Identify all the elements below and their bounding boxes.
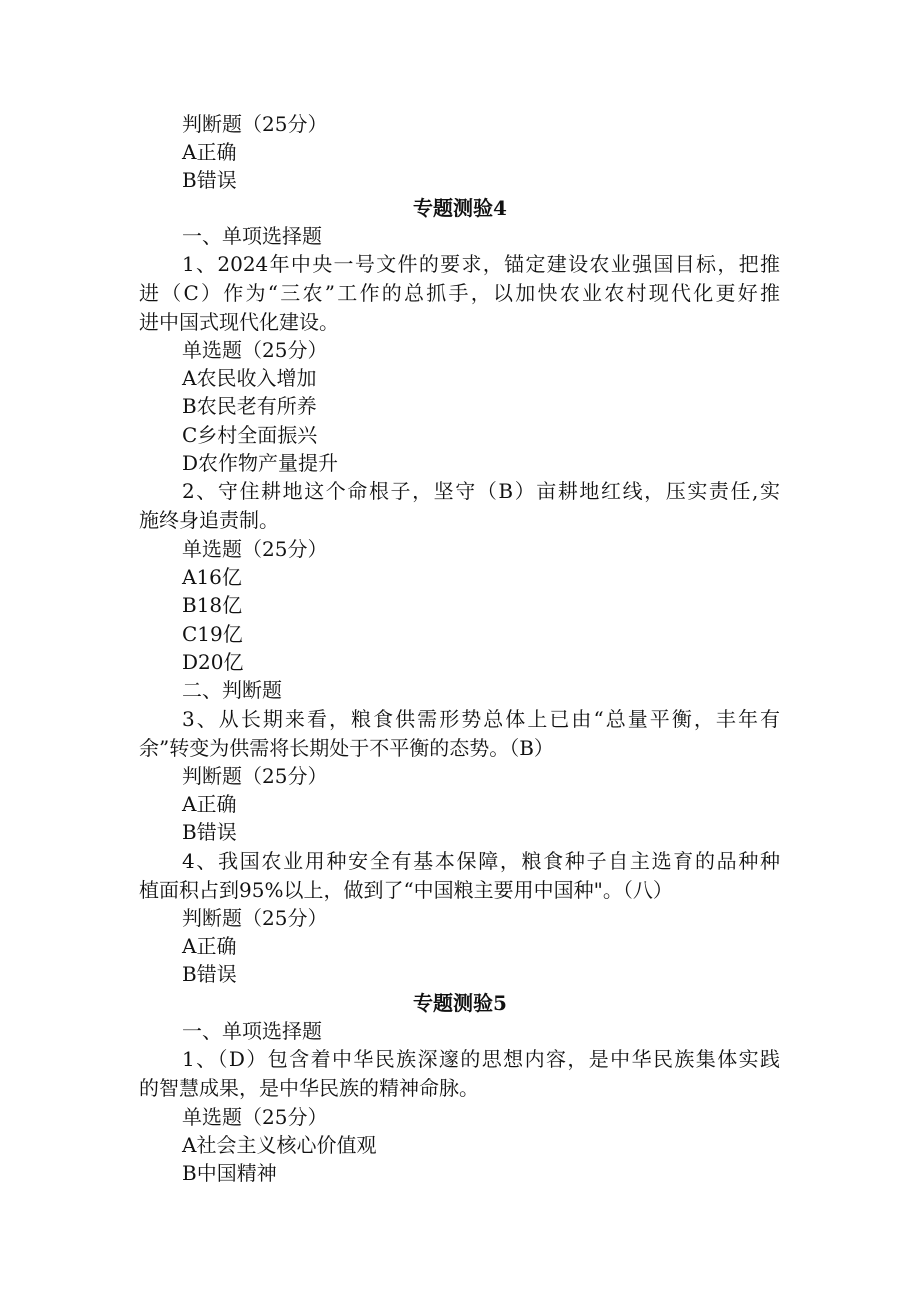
option-a: A正确 <box>182 140 237 164</box>
q1-text-line-2: 进（C）作为“三农”工作的总抓手，以加快农业农村现代化更好推 <box>139 281 780 305</box>
q2-text-line-2: 施终身追责制。 <box>139 508 279 532</box>
q5-1-type-label: 单选题（25分） <box>182 1105 328 1129</box>
q1-type-label: 单选题（25分） <box>182 338 328 362</box>
q5-1-option-a: A社会主义核心价值观 <box>182 1133 377 1157</box>
q3-type-label: 判断题（25分） <box>182 764 328 788</box>
q4-text-line-1: 4、我国农业用种安全有基本保障，粮食种子自主选育的品种种 <box>182 849 780 873</box>
q3-option-a: A正确 <box>182 792 237 816</box>
q2-option-d: D20亿 <box>182 650 244 674</box>
quiz-4-section-single-choice: 一、单项选择题 <box>182 224 322 248</box>
q2-option-a: A16亿 <box>182 565 242 589</box>
q3-text-line-2: 余”转变为供需将长期处于不平衡的态势。（B） <box>139 736 554 760</box>
q4-text-line-2: 植面积占到95%以上，做到了“中国粮主要用中国种"。（八） <box>139 878 673 902</box>
q4-option-a: A正确 <box>182 934 237 958</box>
q2-option-c: C19亿 <box>182 622 243 646</box>
quiz-5-title: 专题测验5 <box>413 991 507 1015</box>
q5-1-option-b: B中国精神 <box>182 1161 277 1185</box>
quiz-4-title: 专题测验4 <box>413 196 507 220</box>
q1-text-line-3: 进中国式现代化建设。 <box>139 310 339 334</box>
q4-option-b: B错误 <box>182 962 237 986</box>
q2-text-line-1: 2、守住耕地这个命根子，坚守（B）亩耕地红线，压实责任,实 <box>182 479 780 503</box>
quiz-4-section-true-false: 二、判断题 <box>182 678 282 702</box>
q1-option-a: A农民收入增加 <box>182 366 317 390</box>
option-b: B错误 <box>182 168 237 192</box>
q2-type-label: 单选题（25分） <box>182 537 328 561</box>
q1-text-line-1: 1、2024年中央一号文件的要求，锚定建设农业强国目标，把推 <box>182 252 780 276</box>
q1-option-c: C乡村全面振兴 <box>182 423 318 447</box>
q3-option-b: B错误 <box>182 820 237 844</box>
q4-type-label: 判断题（25分） <box>182 906 328 930</box>
q3-text-line-1: 3、从长期来看，粮食供需形势总体上已由“总量平衡，丰年有 <box>182 707 780 731</box>
q1-option-b: B农民老有所养 <box>182 394 317 418</box>
q5-1-text-line-2: 的智慧成果，是中华民族的精神命脉。 <box>139 1076 479 1100</box>
quiz-5-section-single-choice: 一、单项选择题 <box>182 1019 322 1043</box>
question-type-label: 判断题（25分） <box>182 112 328 136</box>
q5-1-text-line-1: 1、（D）包含着中华民族深邃的思想内容，是中华民族集体实践 <box>182 1047 780 1071</box>
q2-option-b: B18亿 <box>182 593 243 617</box>
q1-option-d: D农作物产量提升 <box>182 451 339 475</box>
